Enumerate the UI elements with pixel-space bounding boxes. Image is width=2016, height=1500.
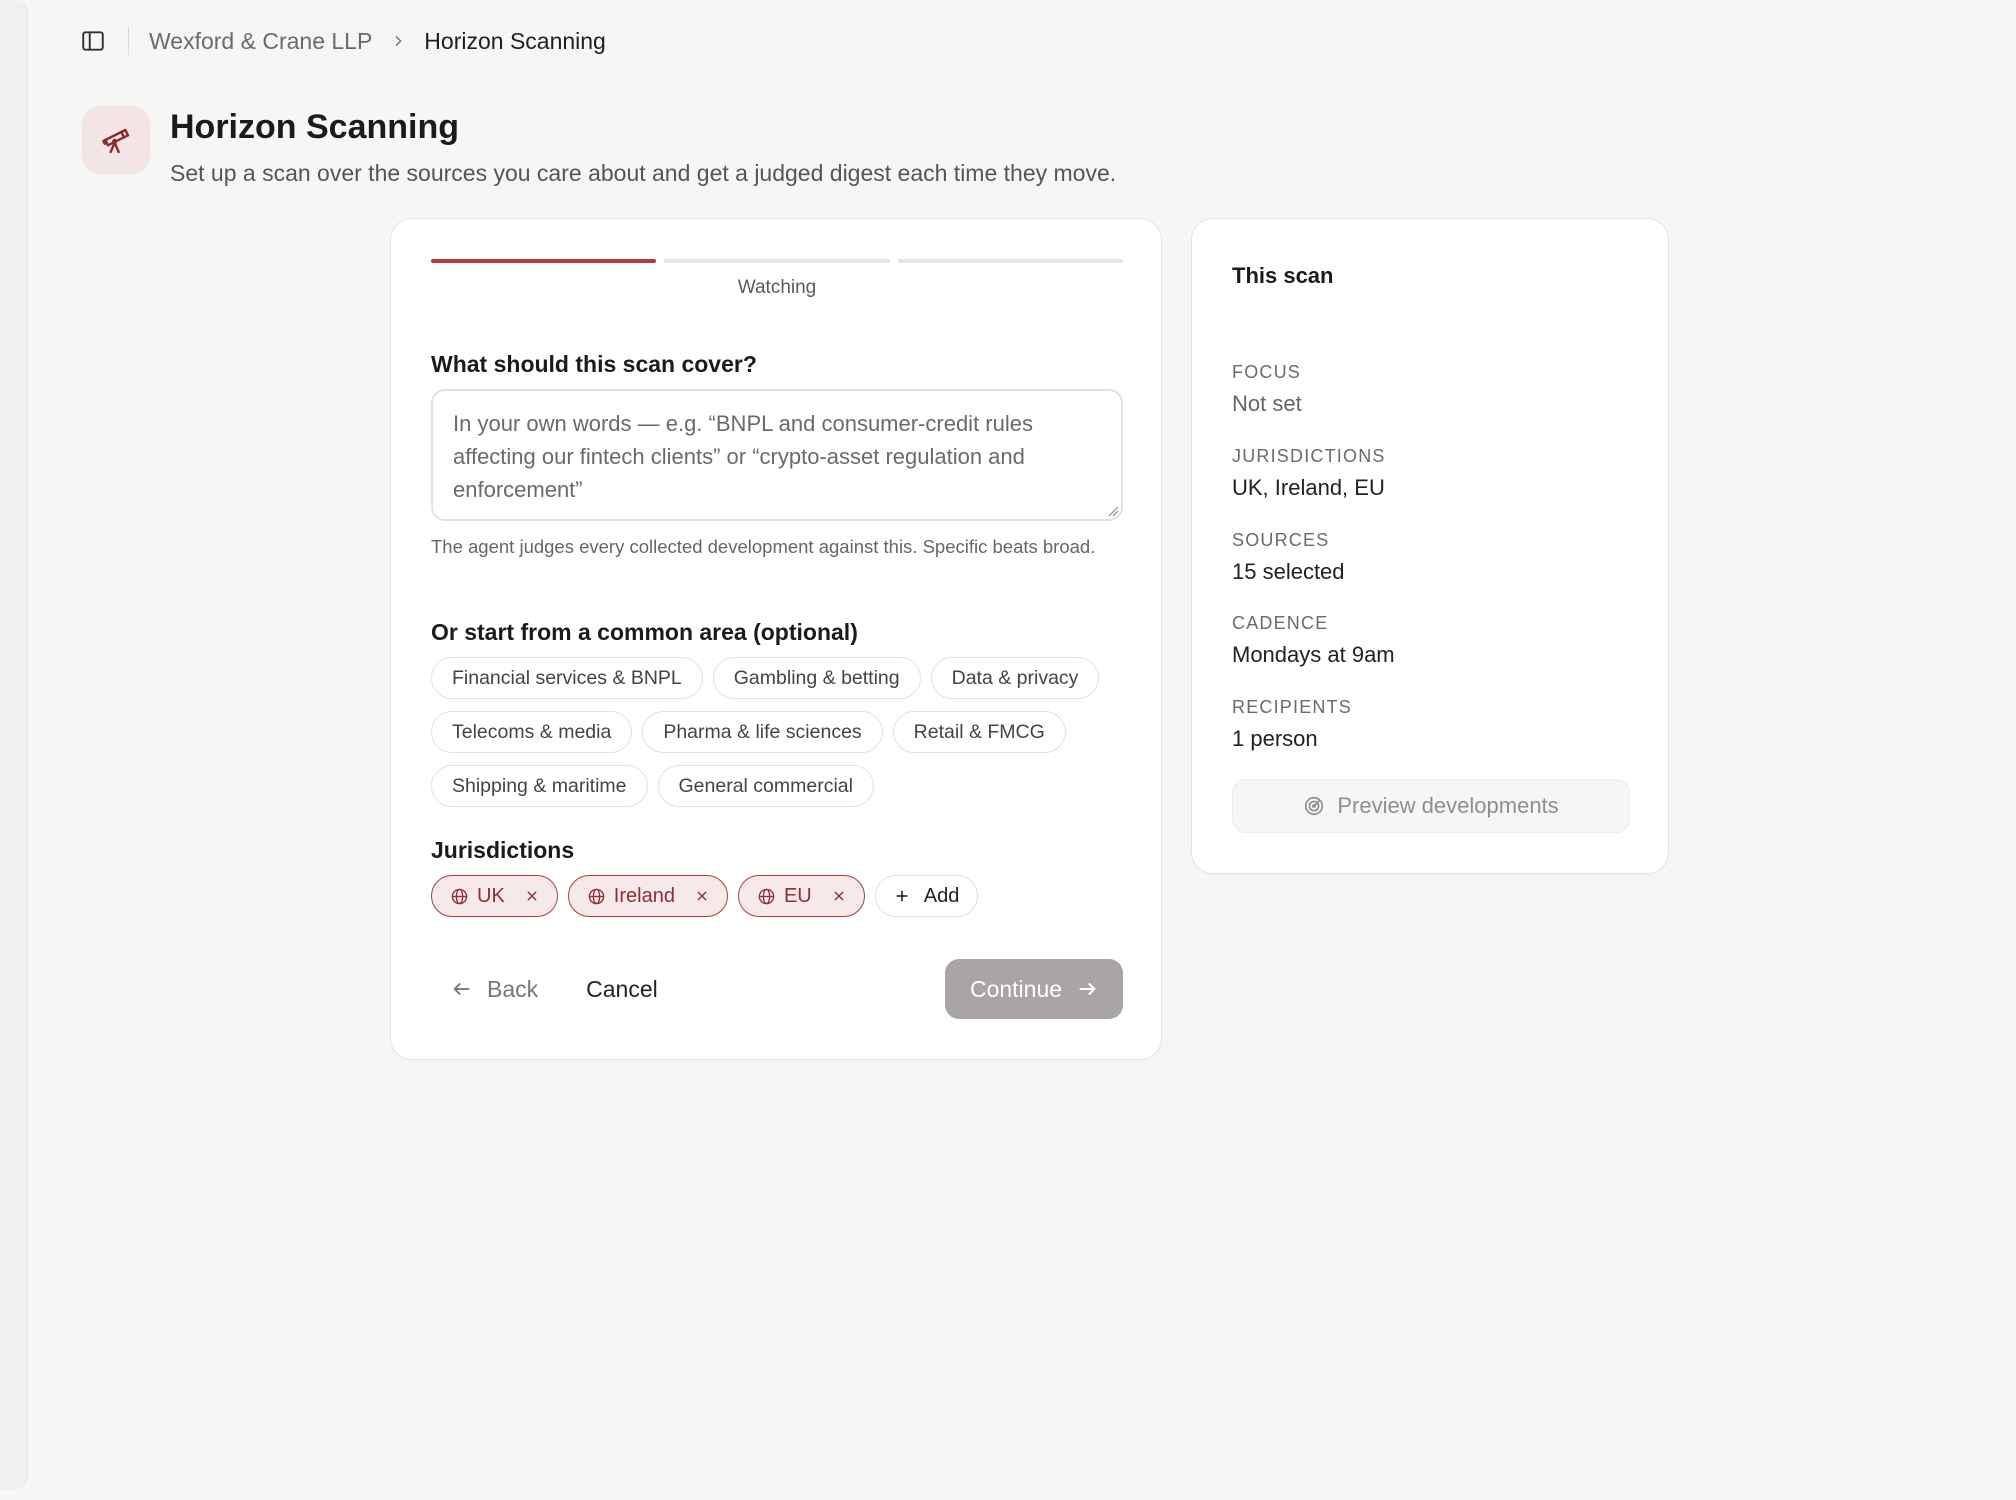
add-label: Add bbox=[923, 884, 960, 907]
arrow-right-icon bbox=[1076, 978, 1098, 1000]
continue-label: Continue bbox=[969, 975, 1063, 1002]
back-button[interactable] bbox=[431, 959, 558, 1019]
chevron-right-icon bbox=[390, 33, 406, 49]
radar-icon bbox=[1303, 795, 1325, 817]
jurisdiction-chips bbox=[431, 875, 978, 917]
summary-value: Not set bbox=[1232, 391, 1302, 416]
page-title: Horizon Scanning bbox=[170, 108, 459, 146]
area-chip-retail[interactable]: Retail & FMCG bbox=[893, 711, 1066, 753]
topbar-divider bbox=[128, 27, 129, 55]
summary-value: Mondays at 9am bbox=[1232, 642, 1395, 667]
scope-textarea[interactable] bbox=[431, 389, 1123, 521]
breadcrumb-org[interactable]: Wexford & Crane LLP bbox=[149, 27, 373, 54]
progress-step-3 bbox=[898, 259, 1123, 263]
progress-step-1 bbox=[431, 259, 656, 263]
area-chip-telecoms[interactable]: Telecoms & media bbox=[431, 711, 632, 753]
breadcrumb-current: Horizon Scanning bbox=[424, 27, 606, 54]
plus-icon bbox=[894, 888, 910, 904]
area-chip-shipping[interactable]: Shipping & maritime bbox=[431, 765, 648, 807]
summary-focus bbox=[1232, 362, 1302, 417]
preview-label: Preview developments bbox=[1337, 793, 1559, 818]
area-chip-general-commercial[interactable]: General commercial bbox=[658, 765, 874, 807]
telescope-icon bbox=[82, 106, 150, 174]
summary-key: CADENCE bbox=[1232, 613, 1329, 633]
close-icon[interactable] bbox=[695, 889, 709, 903]
summary-recipients bbox=[1232, 697, 1352, 752]
breadcrumb-bar bbox=[78, 22, 606, 60]
step-progress bbox=[431, 259, 1123, 263]
summary-value: 15 selected bbox=[1232, 559, 1345, 584]
continue-button[interactable] bbox=[945, 959, 1123, 1019]
scope-question: What should this scan cover? bbox=[431, 351, 757, 377]
back-label: Back bbox=[487, 975, 539, 1002]
globe-icon bbox=[757, 887, 776, 906]
jurisdiction-label: Ireland bbox=[613, 884, 675, 907]
summary-key: RECIPIENTS bbox=[1232, 697, 1353, 717]
area-chip-pharma[interactable]: Pharma & life sciences bbox=[642, 711, 882, 753]
area-chips bbox=[431, 657, 1131, 807]
add-jurisdiction-button[interactable] bbox=[875, 875, 979, 917]
jurisdiction-label: UK bbox=[477, 884, 505, 907]
page-subtitle: Set up a scan over the sources you care about and get a judged digest each time they move. bbox=[170, 160, 1117, 186]
summary-value: 1 person bbox=[1232, 726, 1318, 751]
areas-label: Or start from a common area (optional) bbox=[431, 619, 858, 645]
step-label: Watching bbox=[737, 277, 817, 298]
close-icon[interactable] bbox=[832, 889, 846, 903]
cancel-button[interactable]: Cancel bbox=[586, 975, 658, 1002]
summary-jurisdictions bbox=[1232, 446, 1386, 501]
jurisdiction-chip-eu[interactable] bbox=[738, 875, 865, 917]
app-sidebar-collapsed bbox=[0, 0, 28, 1490]
summary-key: SOURCES bbox=[1232, 530, 1330, 550]
summary-cadence bbox=[1232, 613, 1395, 668]
area-chip-gambling[interactable]: Gambling & betting bbox=[713, 657, 921, 699]
summary-sources bbox=[1232, 530, 1345, 585]
summary-value: UK, Ireland, EU bbox=[1232, 475, 1385, 500]
area-chip-financial-services[interactable]: Financial services & BNPL bbox=[431, 657, 703, 699]
arrow-left-icon bbox=[451, 978, 473, 1000]
scan-setup-card bbox=[390, 218, 1162, 1060]
summary-key: FOCUS bbox=[1232, 362, 1301, 382]
globe-icon bbox=[450, 887, 469, 906]
sidebar-toggle-icon[interactable] bbox=[78, 26, 108, 56]
scan-summary-card bbox=[1191, 218, 1669, 874]
progress-step-2 bbox=[664, 259, 889, 263]
globe-icon bbox=[587, 887, 606, 906]
summary-key: JURISDICTIONS bbox=[1232, 446, 1386, 466]
wizard-footer bbox=[431, 959, 1123, 1019]
close-icon[interactable] bbox=[525, 889, 539, 903]
jurisdiction-chip-uk[interactable] bbox=[431, 875, 558, 917]
summary-title: This scan bbox=[1232, 263, 1334, 288]
scope-hint: The agent judges every collected development against this. Specific beats broad. bbox=[431, 536, 1096, 557]
jurisdiction-label: EU bbox=[783, 884, 812, 907]
jurisdictions-label: Jurisdictions bbox=[431, 837, 575, 863]
jurisdiction-chip-ireland[interactable] bbox=[568, 875, 728, 917]
area-chip-data-privacy[interactable]: Data & privacy bbox=[931, 657, 1100, 699]
preview-developments-button[interactable] bbox=[1232, 779, 1630, 833]
